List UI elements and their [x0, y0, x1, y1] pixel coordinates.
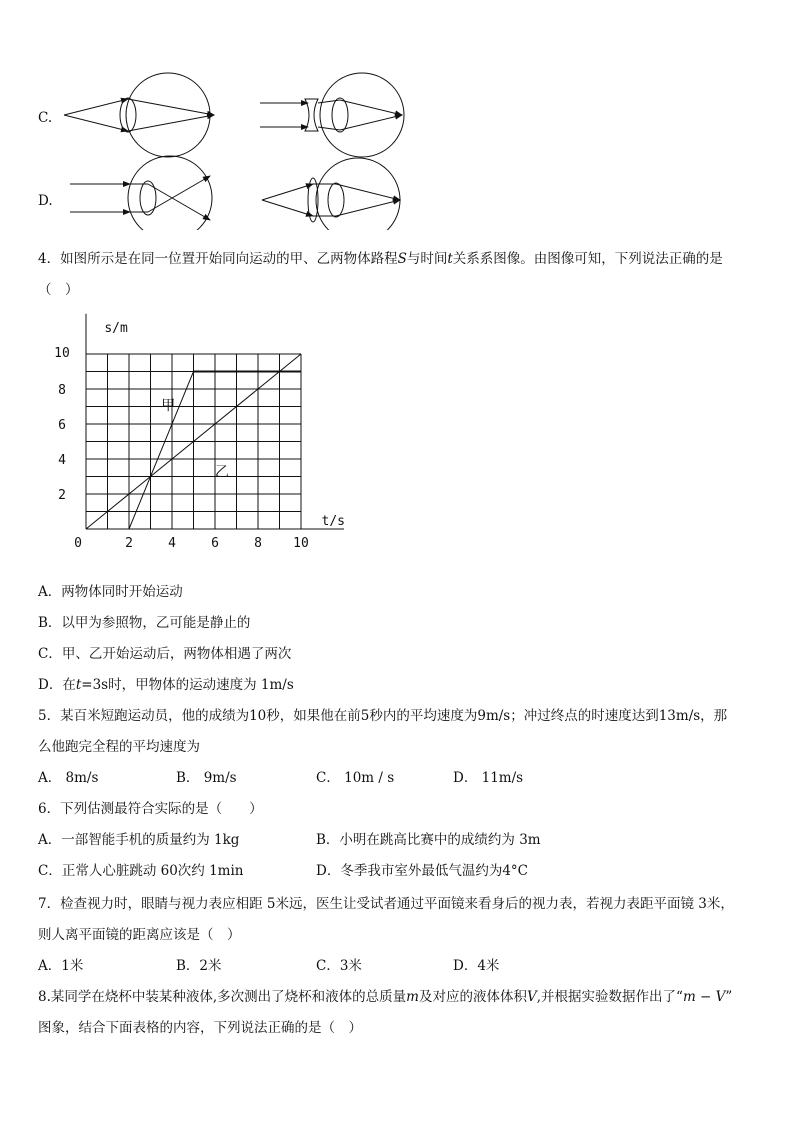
x-tick-label: 2 [125, 536, 133, 550]
q4-option-d-part-a: D．在 [38, 677, 76, 693]
q7-option-a: A．1米 [38, 958, 84, 974]
question-7-line-1: 7．检查视力时，眼睛与视力表应相距 5米远，医生让受试者通过平面镜来看身后的视力表，若视力表距平面镜 3米， [38, 896, 734, 912]
option-c-label: C. [38, 110, 53, 126]
q4-option-a: A．两物体同时开始运动 [38, 584, 183, 600]
q8-mv: m − V [682, 989, 726, 1005]
y-tick-label: 2 [58, 488, 66, 503]
q7-option-d: D．4米 [453, 958, 500, 974]
y-tick-label: 10 [54, 346, 70, 361]
question-4-stem [38, 250, 723, 268]
q8-part-b: 及对应的液体体积 [418, 989, 527, 1005]
q5-option-d: D． 11m/s [453, 770, 524, 786]
q4-var-s: S [397, 251, 407, 267]
question-8-line-2: 图象，结合下面表格的内容，下列说法正确的是（ ） [38, 1020, 362, 1036]
q5-option-b: B． 9m/s [176, 770, 237, 786]
y-tick-label: 6 [58, 418, 66, 433]
x-tick-label: 8 [254, 536, 262, 550]
question-5-line-2: 么他跑完全程的平均速度为 [38, 739, 200, 755]
q8-var-v: V [526, 989, 537, 1005]
q4-stem-part-c: 关系系图像。由图像可知，下列说法正确的是 [452, 251, 723, 267]
x-tick-label: 10 [293, 536, 309, 550]
y-tick-label: 8 [58, 383, 66, 398]
question-4-paren: （ ） [38, 282, 79, 298]
option-d-label: D. [38, 193, 53, 209]
q4-option-d-var: t [75, 677, 82, 693]
eye-diagram-c-right [260, 73, 404, 157]
series-label-jia: 甲 [161, 398, 176, 414]
eye-diagrams [0, 0, 794, 230]
question-5-line-1: 5．某百米短跑运动员，他的成绩为10秒，如果他在前5秒内的平均速度为9m/s；冲过终点的时速度达到13m/s，那 [38, 708, 728, 724]
eye-diagram-c-left [64, 73, 214, 157]
question-8-line-1 [38, 988, 732, 1006]
q7-option-b: B．2米 [176, 958, 222, 974]
q4-option-d-part-b: =3s时，甲物体的运动速度为 1m/s [81, 677, 294, 693]
q6-option-c: C．正常人心脏跳动 60次约 1min [38, 863, 244, 879]
q5-option-a: A． 8m/s [38, 770, 99, 786]
x-tick-label: 0 [74, 536, 82, 550]
question-6-stem: 6．下列估测最符合实际的是（ ） [38, 801, 263, 817]
q4-option-d [38, 676, 294, 694]
x-tick-label: 6 [211, 536, 219, 550]
q8-part-d: ” [725, 989, 733, 1005]
eye-diagram-d-right [262, 158, 400, 230]
q4-var-t: t [447, 251, 453, 267]
s-t-chart [0, 310, 794, 550]
y-tick-label: 4 [58, 453, 66, 468]
q8-part-a: 8.某同学在烧杯中装某种液体,多次测出了烧杯和液体的总质量 [38, 989, 407, 1005]
question-7-line-2: 则人离平面镜的距离应该是（ ） [38, 927, 241, 943]
q4-stem-part-a: 4．如图所示是在同一位置开始同向运动的甲、乙两物体路程 [38, 251, 398, 267]
q8-part-c: ,并根据实验数据作出了“ [536, 989, 683, 1005]
q4-stem-part-b: 与时间 [406, 251, 448, 267]
q6-option-a: A．一部智能手机的质量约为 1kg [38, 832, 240, 848]
series-label-yi: 乙 [215, 464, 229, 481]
q6-option-b: B．小明在跳高比赛中的成绩约为 3m [316, 832, 541, 848]
q8-var-m: m [406, 989, 419, 1005]
y-axis-label: s/m [104, 320, 128, 336]
eye-diagram-d-left [70, 156, 212, 230]
q7-option-c: C．3米 [316, 958, 362, 974]
x-tick-label: 4 [168, 536, 176, 550]
q4-option-c: C．甲、乙开始运动后，两物体相遇了两次 [38, 646, 292, 662]
q6-option-d: D．冬季我市室外最低气温约为4°C [316, 863, 528, 879]
q5-option-c: C． 10m / s [316, 770, 395, 786]
q4-option-b: B．以甲为参照物，乙可能是静止的 [38, 615, 251, 631]
x-axis-label: t/s [321, 514, 345, 529]
